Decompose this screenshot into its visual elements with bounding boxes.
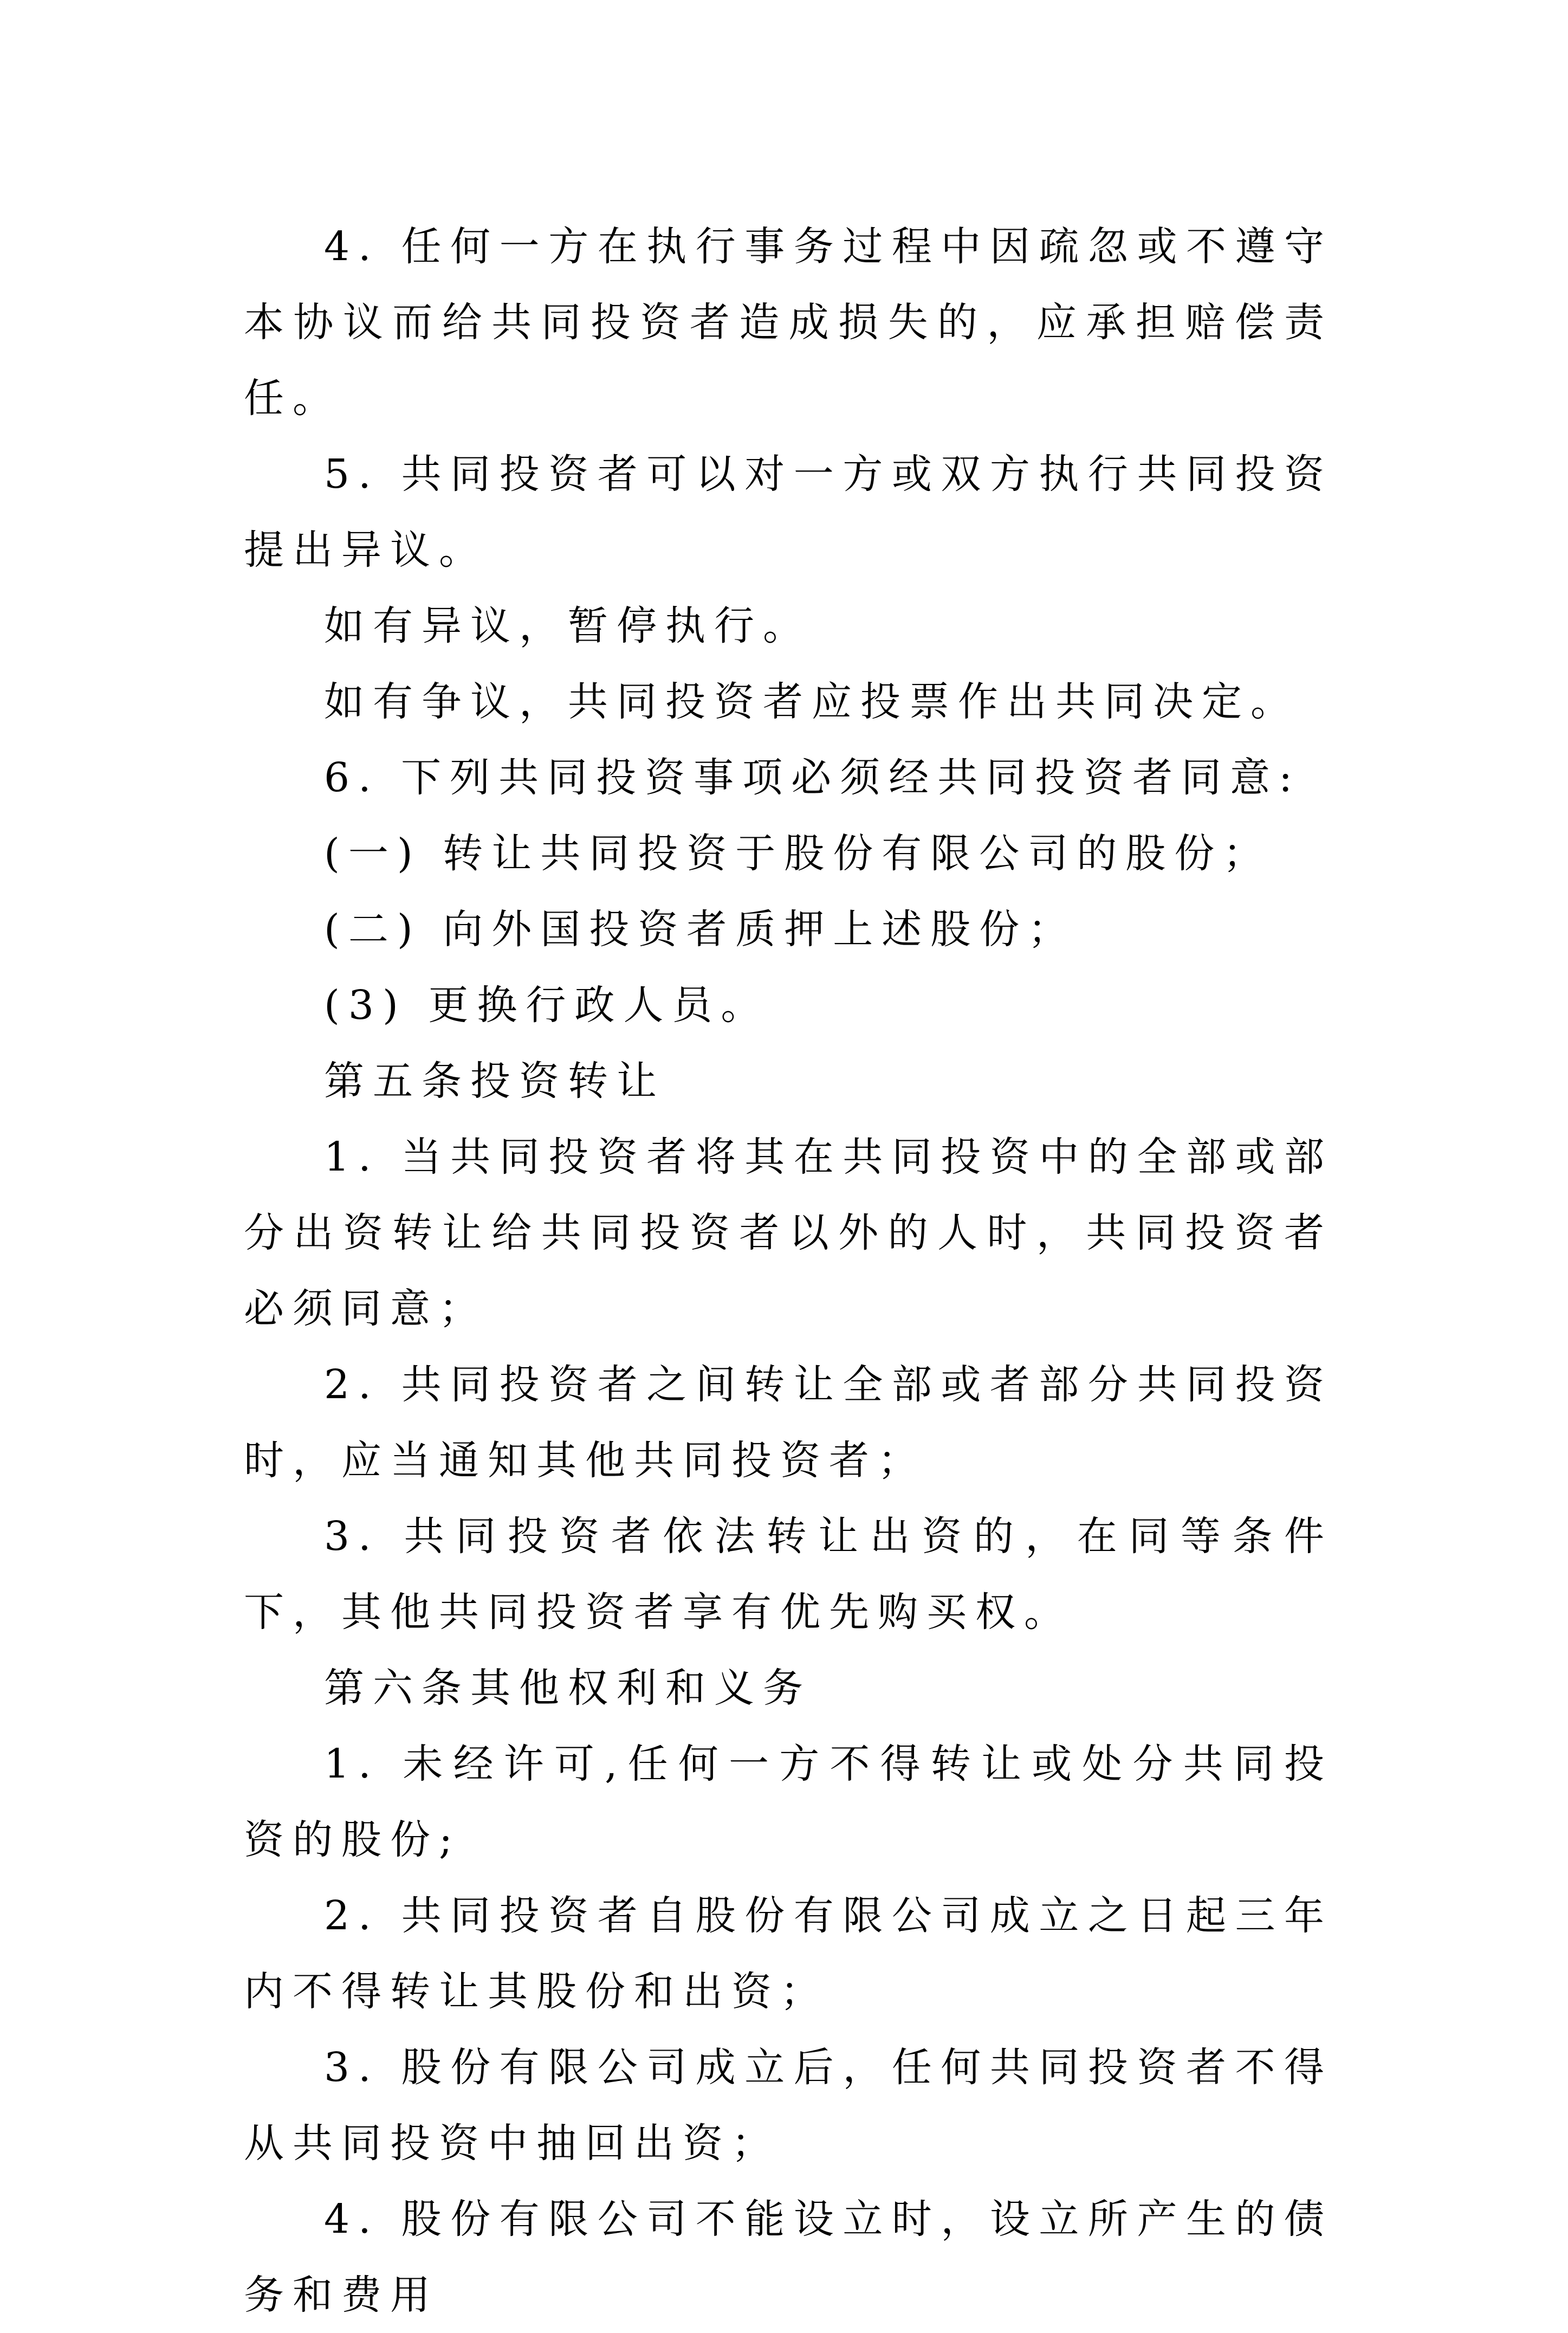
consent-item-1: (一) 转让共同投资于股份有限公司的股份； — [324, 830, 1272, 877]
article-5-item-2: 2. 共同投资者之间转让全部或者部分共同投资时，应当通知其他共同投资者； — [244, 1361, 1333, 1484]
clause-6-consent: 6. 下列共同投资事项必须经共同投资者同意: — [324, 754, 1301, 801]
consent-item-3: (3) 更换行政人员。 — [324, 982, 770, 1029]
document-body — [244, 209, 1333, 2333]
clause-5-objection: 5. 共同投资者可以对一方或双方执行共同投资提出异议。 — [244, 451, 1333, 573]
article-6-item-1: 1. 未经许可,任何一方不得转让或处分共同投资的股份; — [244, 1741, 1333, 1863]
article-5-item-3: 3. 共同投资者依法转让出资的，在同等条件下，其他共同投资者享有优先购买权。 — [244, 1513, 1333, 1636]
article-5-heading: 第五条投资转让 — [324, 1058, 665, 1104]
consent-item-2: (二) 向外国投资者质押上述股份； — [324, 906, 1077, 953]
article-6-heading: 第六条其他权利和义务 — [324, 1665, 812, 1711]
article-6-item-4: 4. 股份有限公司不能设立时，设立所产生的债务和费用 — [244, 2196, 1333, 2318]
dispute-vote: 如有争议，共同投资者应投票作出共同决定。 — [324, 678, 1299, 725]
article-6-item-2: 2. 共同投资者自股份有限公司成立之日起三年内不得转让其股份和出资； — [244, 1892, 1333, 2015]
article-6-item-3: 3. 股份有限公司成立后，任何共同投资者不得从共同投资中抽回出资； — [244, 2044, 1333, 2167]
article-5-item-1: 1. 当共同投资者将其在共同投资中的全部或部分出资转让给共同投资者以外的人时，共同投资者必须同意； — [244, 1134, 1333, 1332]
objection-suspend: 如有异议，暂停执行。 — [324, 603, 812, 649]
clause-4-liability: 4. 任何一方在执行事务过程中因疏忽或不遵守本协议而给共同投资者造成损失的，应承担赔偿责任。 — [244, 223, 1333, 422]
